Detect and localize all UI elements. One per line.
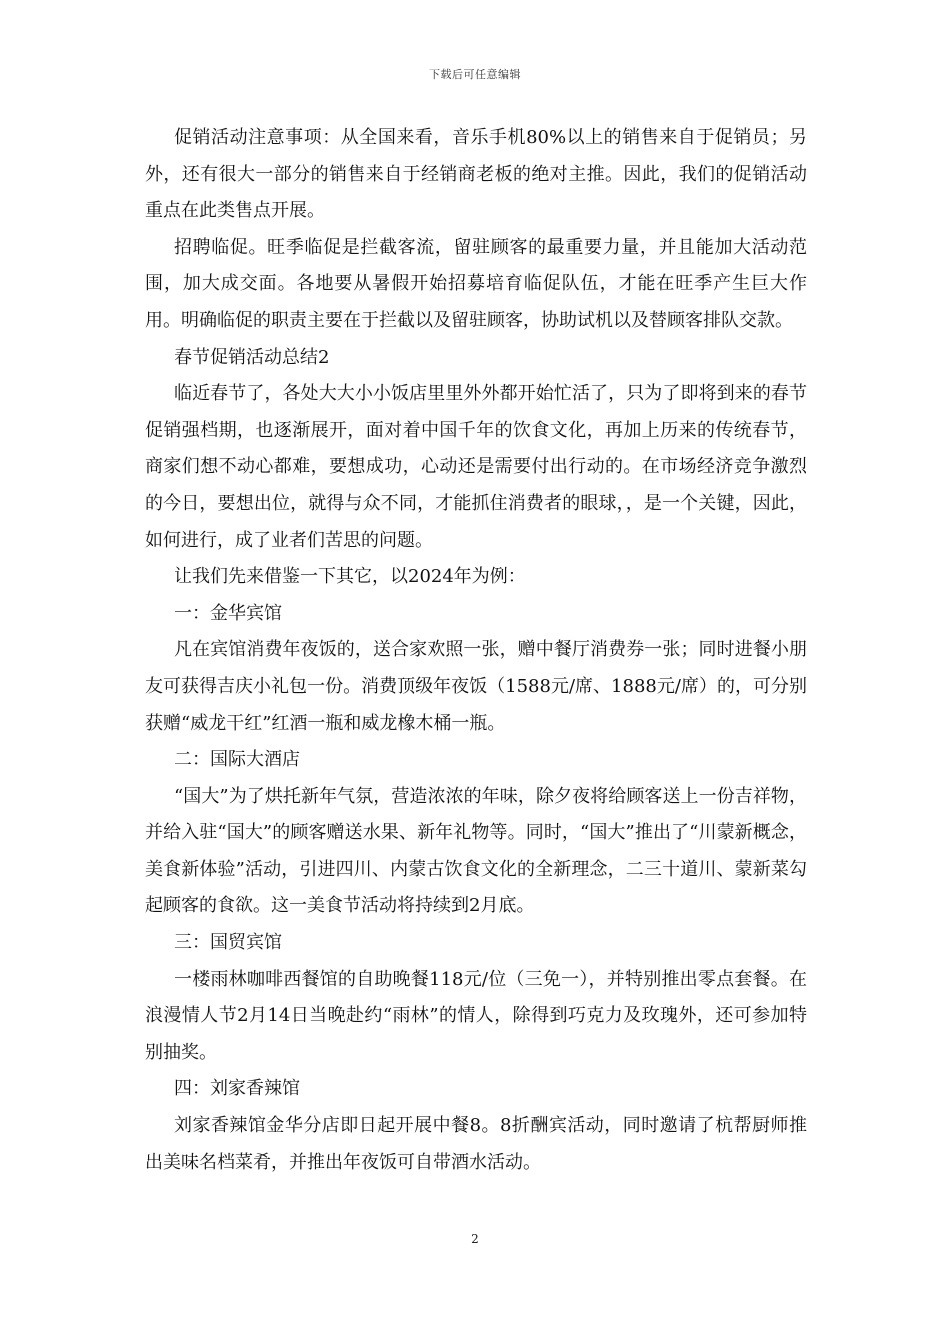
subheading-liujia-restaurant: 四：刘家香辣馆 xyxy=(174,1078,300,1100)
subheading-guomao-hotel: 三：国贸宾馆 xyxy=(174,932,282,954)
paragraph-intro: 临近春节了，各处大大小小饭店里里外外都开始忙活了，只为了即将到来的春节促销强档期，也逐渐展开，面对着中国千年的饮食文化，再加上历来的传统春节，商家们想不动心都难，要想成功，心动还是需要付出行动的。在市场经济竞争激烈的今日，要想出位，就得与众不同，才能抓住消费者的眼球，，是一个关键，因此，如何进行，成了业者们苦思的问题。 xyxy=(145,383,807,551)
paragraph-recruit-temp-staff: 招聘临促。旺季临促是拦截客流，留驻顾客的最重要力量，并且能加大活动范围，加大成交面。各地要从暑假开始招募培育临促队伍，才能在旺季产生巨大作用。明确临促的职责主要在于拦截以及留驻顾客，协助试机以及替顾客排队交款。 xyxy=(145,236,807,331)
section-title: 春节促销活动总结2 xyxy=(174,346,330,368)
paragraph-guomao-hotel: 一楼雨林咖啡西餐馆的自助晚餐118元/位（三免一），并特别推出零点套餐。在浪漫情人节2月14日当晚赴约“雨林”的情人，除得到巧克力及玫瑰外，还可参加特别抽奖。 xyxy=(145,968,807,1063)
page-header: 下载后可任意编辑 xyxy=(429,68,521,81)
paragraph-promotion-notes: 促销活动注意事项：从全国来看，音乐手机80%以上的销售来自于促销员；另外，还有很大一部分的销售来自于经销商老板的绝对主推。因此，我们的促销活动重点在此类售点开展。 xyxy=(145,127,807,222)
paragraph-liujia-restaurant: 刘家香辣馆金华分店即日起开展中餐8。8折酬宾活动，同时邀请了杭帮厨师推出美味名档菜肴，并推出年夜饭可自带酒水活动。 xyxy=(145,1115,807,1173)
document-body xyxy=(145,120,807,1181)
subheading-international-hotel: 二：国际大酒店 xyxy=(174,749,300,771)
paragraph-example-lead: 让我们先来借鉴一下其它，以2024年为例： xyxy=(174,566,526,588)
page-number: 2 xyxy=(471,1232,479,1246)
subheading-jinhua-hotel: 一：金华宾馆 xyxy=(174,602,282,624)
paragraph-international-hotel: “国大”为了烘托新年气氛，营造浓浓的年味，除夕夜将给顾客送上一份吉祥物，并给入驻“国大”的顾客赠送水果、新年礼物等。同时，“国大”推出了“川蒙新概念，美食新体验”活动，引进四川、内蒙古饮食文化的全新理念，二三十道川、蒙新菜勾起顾客的食欲。这一美食节活动将持续到2月底。 xyxy=(145,785,807,917)
paragraph-jinhua-hotel: 凡在宾馆消费年夜饭的，送合家欢照一张，赠中餐厅消费券一张；同时进餐小朋友可获得吉庆小礼包一份。消费顶级年夜饭（1588元/席、1888元/席）的，可分别获赠“威龙干红”红酒一瓶和威龙橡木桶一瓶。 xyxy=(145,639,807,734)
